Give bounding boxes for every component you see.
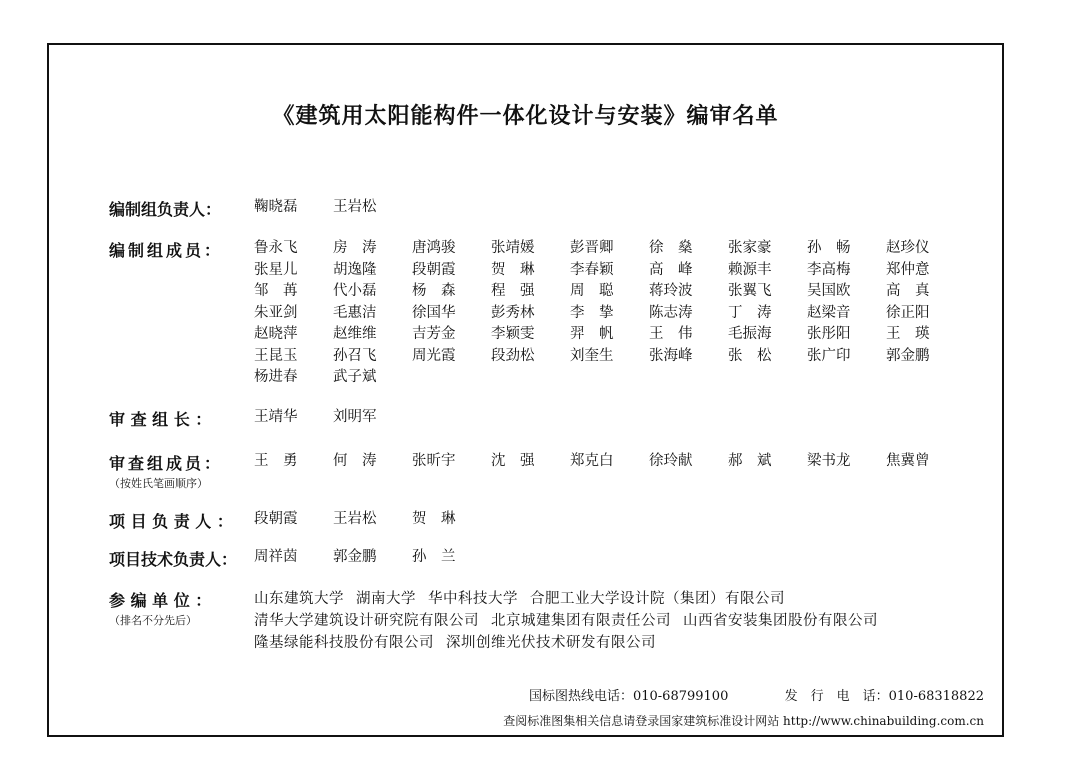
person-name: 周光霞 <box>412 347 456 364</box>
person-name: 孙召飞 <box>333 347 377 364</box>
person-name: 王 勇 <box>254 453 298 469</box>
person-name: 赵珍仪 <box>886 240 930 256</box>
chief-label: 编制组负责人： <box>109 200 222 219</box>
person-name: 何 涛 <box>333 453 377 469</box>
person-name: 丁 涛 <box>728 304 772 321</box>
person-name: 吴国欧 <box>807 283 851 299</box>
person-name: 徐玲献 <box>649 453 693 469</box>
person-name: 李 挚 <box>570 304 614 321</box>
person-name: 张彤阳 <box>807 326 851 342</box>
person-name: 张昕宇 <box>412 453 456 469</box>
hotline-text: 国标图热线电话：010-68799100 <box>528 689 729 704</box>
name-line <box>254 281 974 303</box>
name-line <box>254 197 974 219</box>
person-name: 房 涛 <box>333 240 377 256</box>
person-name: 鲁永飞 <box>254 240 298 256</box>
person-name: 刘明军 <box>333 409 377 425</box>
review-leader-label: 审 查 组 长 ： <box>109 410 212 429</box>
person-name: 梁书龙 <box>807 453 851 469</box>
person-name: 高 峰 <box>649 261 693 278</box>
person-name: 胡逸隆 <box>333 261 377 278</box>
project-lead-label: 项 目 负 责 人 ： <box>109 512 233 531</box>
person-name: 郑克白 <box>570 453 614 469</box>
person-name: 徐 燊 <box>649 240 693 256</box>
organization-name: 隆基绿能科技股份有限公司 <box>254 635 434 651</box>
person-name: 张海峰 <box>649 347 693 364</box>
tech-lead-label: 项目技术负责人： <box>109 550 238 569</box>
name-line <box>254 324 974 346</box>
organization-name: 湖南大学 <box>356 591 416 607</box>
person-name: 郑仲意 <box>886 261 930 278</box>
person-name: 张星儿 <box>254 261 298 278</box>
person-name: 代小磊 <box>333 283 377 299</box>
person-name: 朱亚剑 <box>254 304 298 321</box>
person-name: 张翼飞 <box>728 283 772 299</box>
unit-line <box>254 588 974 610</box>
person-name: 沈 强 <box>491 453 535 469</box>
members-names <box>254 238 974 389</box>
person-name: 王岩松 <box>333 511 377 527</box>
person-name: 段朝霞 <box>412 261 456 278</box>
person-name: 彭晋卿 <box>570 240 614 256</box>
name-line <box>254 547 974 569</box>
review-members-note: （按姓氏笔画顺序） <box>109 477 208 490</box>
person-name: 羿 帆 <box>570 326 614 342</box>
person-name: 高 真 <box>886 283 930 299</box>
name-line <box>254 260 974 282</box>
person-name: 张 松 <box>728 347 772 364</box>
person-name: 毛惠洁 <box>333 304 377 321</box>
person-name: 孙 兰 <box>412 549 456 565</box>
name-line <box>254 346 974 368</box>
name-line <box>254 509 974 531</box>
organization-name: 山西省安装集团股份有限公司 <box>683 613 878 629</box>
person-name: 赵晓萍 <box>254 326 298 342</box>
organization-name: 清华大学建筑设计研究院有限公司 <box>254 613 479 629</box>
person-name: 程 强 <box>491 283 535 299</box>
organization-name: 北京城建集团有限责任公司 <box>491 613 671 629</box>
person-name: 陈志涛 <box>649 304 693 321</box>
person-name: 周 聪 <box>570 283 614 299</box>
person-name: 郝 斌 <box>728 453 772 469</box>
person-name: 唐鸿骏 <box>412 240 456 256</box>
name-line <box>254 367 974 389</box>
unit-line <box>254 610 974 632</box>
person-name: 蒋玲波 <box>649 283 693 299</box>
unit-line <box>254 632 974 654</box>
person-name: 张家豪 <box>728 240 772 256</box>
units-note: （排名不分先后） <box>109 614 197 627</box>
person-name: 彭秀林 <box>491 304 535 321</box>
members-label: 编制组成员： <box>109 241 224 260</box>
person-name: 王 瑛 <box>886 326 930 342</box>
person-name: 徐国华 <box>412 304 456 321</box>
person-name: 王昆玉 <box>254 347 298 364</box>
name-line <box>254 238 974 260</box>
person-name: 李颖雯 <box>491 326 535 342</box>
tech-lead-names <box>254 547 974 569</box>
person-name: 邹 苒 <box>254 283 298 299</box>
footer-website: 查阅标准图集相关信息请登录国家建筑标准设计网站 http://www.chinabuilding.com.cn <box>503 714 984 728</box>
organization-name: 华中科技大学 <box>428 591 518 607</box>
person-name: 赖源丰 <box>728 261 772 278</box>
name-line <box>254 303 974 325</box>
units-list <box>254 588 974 654</box>
person-name: 郭金鹏 <box>333 549 377 565</box>
person-name: 李高梅 <box>807 261 851 278</box>
person-name: 段朝霞 <box>254 511 298 527</box>
organization-name: 合肥工业大学设计院（集团）有限公司 <box>530 591 785 607</box>
person-name: 贺 琳 <box>412 511 456 527</box>
review-members-label: 审查组成员： <box>109 454 224 473</box>
person-name: 赵维维 <box>333 326 377 342</box>
organization-name: 深圳创维光伏技术研发有限公司 <box>446 635 656 651</box>
document-frame <box>47 43 1004 737</box>
person-name: 鞠晓磊 <box>254 199 298 215</box>
units-label: 参 编 单 位 ： <box>109 591 212 610</box>
person-name: 杨 森 <box>412 283 456 299</box>
person-name: 张靖媛 <box>491 240 535 256</box>
person-name: 刘奎生 <box>570 347 614 364</box>
person-name: 吉芳金 <box>412 326 456 342</box>
person-name: 徐正阳 <box>886 304 930 321</box>
person-name: 焦冀曾 <box>886 453 930 469</box>
person-name: 赵梁音 <box>807 304 851 321</box>
project-lead-names <box>254 509 974 531</box>
chief-names <box>254 197 974 219</box>
person-name: 王 伟 <box>649 326 693 342</box>
name-line <box>254 407 974 429</box>
page-title: 《建筑用太阳能构件一体化设计与安装》编审名单 <box>272 104 779 129</box>
organization-name: 山东建筑大学 <box>254 591 344 607</box>
review-members-names <box>254 451 974 473</box>
person-name: 贺 琳 <box>491 261 535 278</box>
person-name: 孙 畅 <box>807 240 851 256</box>
person-name: 王岩松 <box>333 199 377 215</box>
footer-phones <box>529 685 984 704</box>
person-name: 武子斌 <box>333 369 377 385</box>
person-name: 张广印 <box>807 347 851 364</box>
person-name: 李春颖 <box>570 261 614 278</box>
name-line <box>254 451 974 473</box>
person-name: 杨进春 <box>254 369 298 385</box>
person-name: 郭金鹏 <box>886 347 930 364</box>
person-name: 周祥茵 <box>254 549 298 565</box>
sales-phone-text: 发 行 电 话：010-68318822 <box>784 689 984 704</box>
review-leader-names <box>254 407 974 429</box>
person-name: 王靖华 <box>254 409 298 425</box>
person-name: 毛振海 <box>728 326 772 342</box>
person-name: 段劲松 <box>491 347 535 364</box>
